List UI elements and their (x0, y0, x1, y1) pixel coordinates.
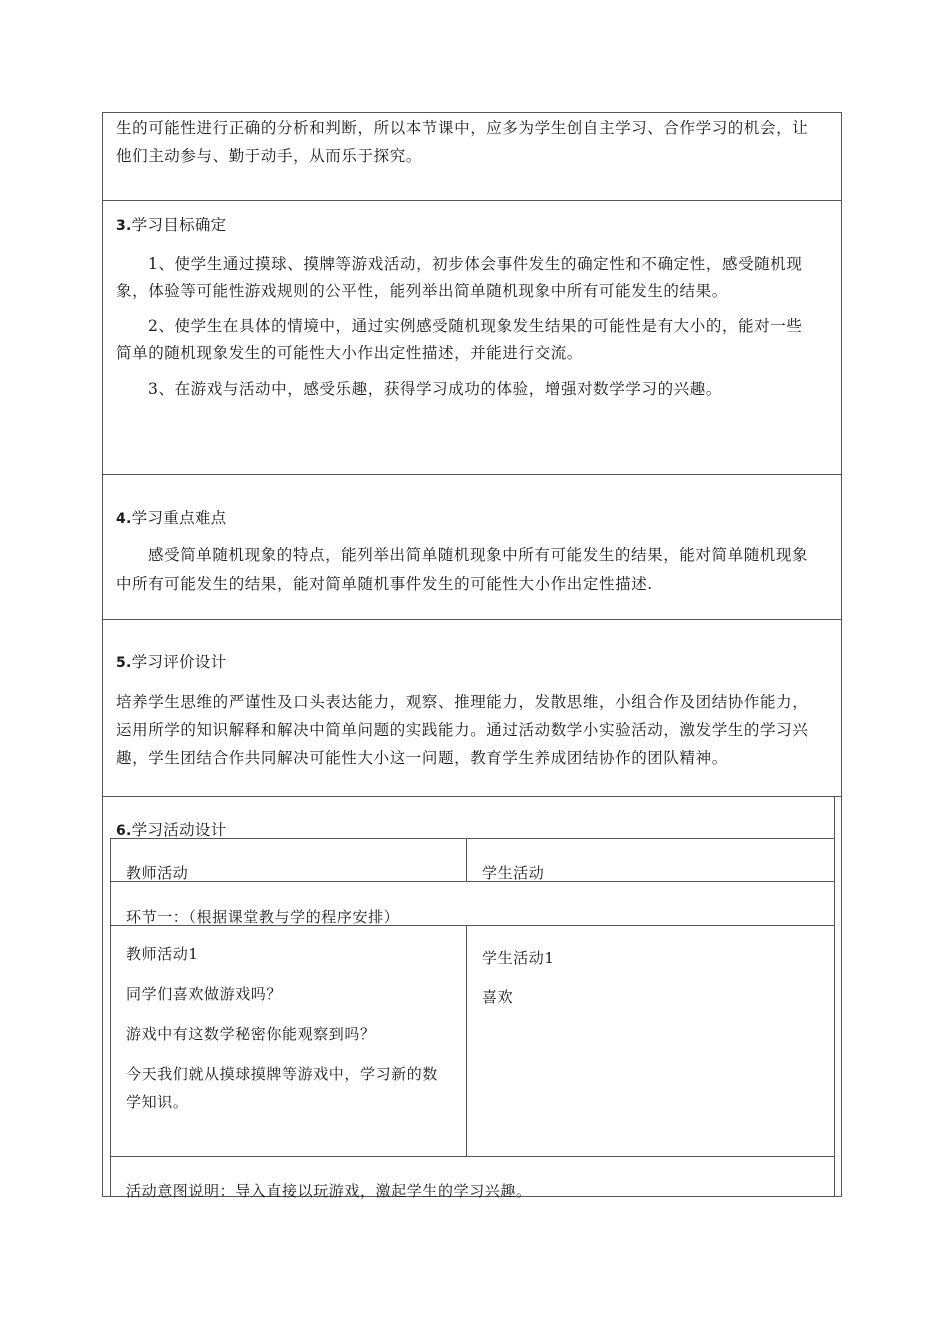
section-4-heading (116, 506, 226, 531)
section-title: 学习目标确定 (131, 216, 227, 234)
inner-row-divider (110, 881, 834, 882)
continuation-line: 生的可能性进行正确的分析和判断，所以本节课中，应多为学生创自主学习、合作学习的机会，让 (116, 119, 809, 137)
teacher-activity-line: 学知识。 (126, 1093, 189, 1111)
goal-item-line: 1、使学生通过摸球、摸牌等游戏活动，初步体会事件发生的确定性和不确定性，感受随机现 (148, 255, 803, 273)
teacher-activity-line: 同学们喜欢做游戏吗？ (126, 985, 283, 1003)
goal-item-line: 象，体验等可能性游戏规则的公平性，能列举出简单随机现象中所有可能发生的结果。 (116, 282, 728, 300)
evaluation-line: 运用所学的知识解释和解决中简单问题的实践能力。通过活动数学小实验活动，激发学生的学习兴 (116, 721, 809, 739)
section-title: 学习活动设计 (131, 821, 227, 839)
section-3-heading (116, 213, 226, 238)
goal-item-line: 3、在游戏与活动中，感受乐趣，获得学习成功的体验，增强对数学学习的兴趣。 (148, 380, 722, 398)
section-number: 3. (116, 218, 132, 234)
inner-row-divider (110, 1156, 834, 1157)
inner-column-divider (466, 925, 467, 1156)
teacher-activity-line: 游戏中有这数学秘密你能观察到吗？ (126, 1025, 376, 1043)
inner-column-divider (466, 838, 467, 881)
teacher-column-header: 教师活动 (126, 864, 189, 882)
section-number: 4. (116, 511, 132, 527)
section-6-heading (116, 818, 226, 843)
continuation-line: 他们主动参与、勤于动手，从而乐于探究。 (116, 147, 422, 165)
student-activity-title: 学生活动1 (482, 949, 555, 967)
row-divider (102, 200, 842, 201)
key-points-line: 感受简单随机现象的特点，能列举出简单随机现象中所有可能发生的结果，能对简单随机现象 (148, 546, 809, 564)
inner-table-left-border (110, 838, 111, 1197)
student-activity-answer: 喜欢 (482, 988, 514, 1006)
evaluation-line: 趣，学生团结合作共同解决可能性大小这一问题，教育学生养成团结协作的团队精神。 (116, 749, 728, 767)
student-column-header: 学生活动 (482, 864, 545, 882)
section-number: 6. (116, 823, 132, 839)
goal-item-line: 简单的随机现象发生的可能性大小作出定性描述，并能进行交流。 (116, 344, 583, 362)
section-title: 学习评价设计 (131, 653, 227, 671)
row-divider (102, 619, 842, 620)
key-points-line: 中所有可能发生的结果，能对简单随机事件发生的可能性大小作出定性描述. (116, 575, 653, 593)
activity-intent: 活动意图说明：导入直接以玩游戏，激起学生的学习兴趣。 (126, 1182, 532, 1200)
teacher-activity-title: 教师活动1 (126, 945, 199, 963)
inner-table-right-border (834, 796, 835, 1197)
row-divider (102, 474, 842, 475)
goal-item-line: 2、使学生在具体的情境中，通过实例感受随机现象发生结果的可能性是有大小的，能对一些 (148, 317, 803, 335)
section-5-heading (116, 650, 226, 675)
section-title: 学习重点难点 (131, 509, 227, 527)
section-number: 5. (116, 655, 132, 671)
row-divider (102, 796, 842, 797)
stage-title: 环节一：（根据课堂教与学的程序安排） (126, 908, 400, 926)
teacher-activity-line: 今天我们就从摸球摸牌等游戏中，学习新的数 (126, 1065, 439, 1083)
evaluation-line: 培养学生思维的严谨性及口头表达能力，观察、推理能力，发散思维，小组合作及团结协作能力， (116, 693, 809, 711)
